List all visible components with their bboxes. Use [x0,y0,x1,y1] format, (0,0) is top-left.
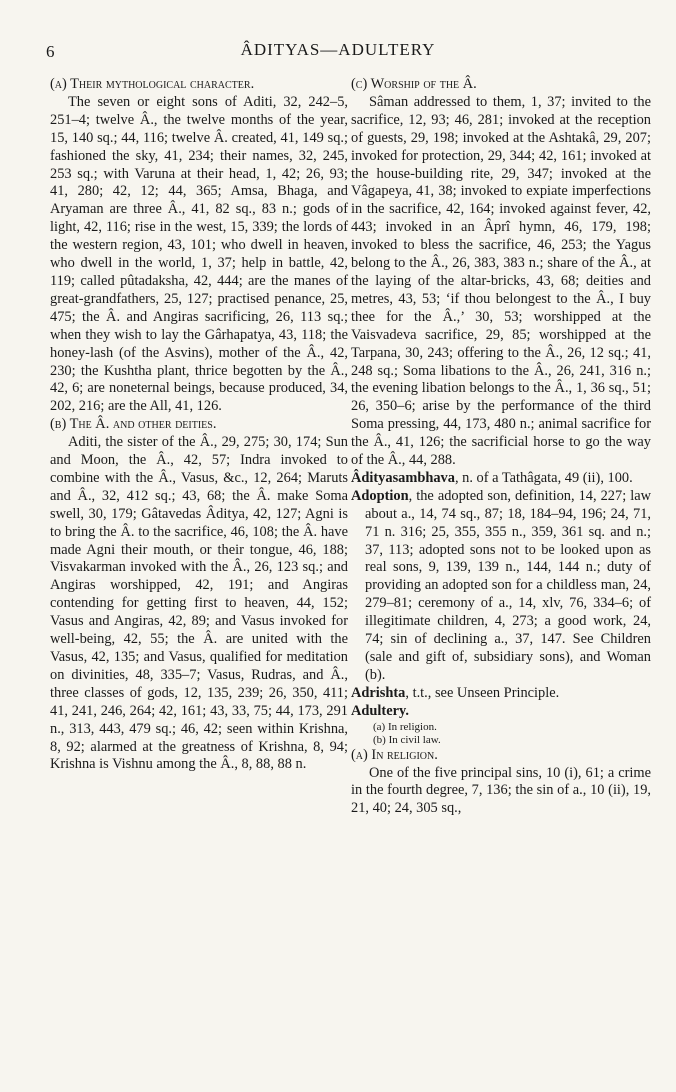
entry-adoption [351,488,651,685]
section-text-mythological: The seven or eight sons of Aditi, 32, 242–5, 251–4; twelve Â., the twelve months of the year, 15, 140 sq.; 44, 116; twelve Â. created, 41, 149 sq.; fashioned the sky, 41, 234; their names, 32, 245, 253 sq.; with Varuna at their head, 1, 42; 26, 93; 41, 280; 42, 12; 44, 365; Amsa, Bhaga, and Aryaman are three Â., 41, 82 sq., 83 n.; gods of light, 42, 116; rise in the west, 15, 339; the lords of the western region, 43, 101; who dwell in heaven, who dwell in the world, 1, 37; help in battle, 42, 119; called pûtadaksha, 42, 444; are the manes of great-grandfathers, 25, 127; practised penance, 25, 475; the Â. and Angiras sacrificing, 26, 113 sq.; when they wish to lay the Gârhapatya, 43, 118; the honey-lash (of the Asvins), mother of the Â., 42, 230; the Kushtha plant, thrice begotten by the Â., 42, 6; are noneternal beings, because produced, 34, 202, 216; are the All, 41, 126. [50,93,348,415]
section-heading-mythological: (a) Their mythological character. [50,76,255,92]
section-heading-religion: (a) In religion. [351,746,438,763]
section-text-deities: Aditi, the sister of the Â., 29, 275; 30, 174; Sun and Moon, the Â., 42, 57; Indra invoked to combine with the Â., Vasus, &c., 12, 264; Maruts and Â., 32, 412 sq.; 43, 68; the Â. make Soma swell, 30, 179; Gâtavedas Âditya, 42, 127; Agni is to bring the Â. to the sacrifice, 46, 108; the Â. have made Agni their mouth, or their tongue, 46, 188; Visvakarman invoked with the Â., 26, 123 sq.; and Angiras worshipped, 42, 191; and Angiras contending for getting first to heaven, 44, 152; Vasus and Angiras, 42, 89; and Vasus invoked for well-being, 42, 55; the Â. are united with the Vasus, 42, 135; and Vasus, qualified for meditation on divinities, 48, 335–7; Vasus, Rudras, and Â., three classes of gods, 12, 135, 239; 26, 350, 411; 41, 241, 246, 264; 42, 161; 43, 33, 75; 44, 173, 291 n., 313, 443, 479 sq.; 46, 42; seen within Krishna, 8, 92; alarmed at the greatness of Krishna, 8, 94; Krishna is Vishnu among the Â., 8, 88, 88 n. [50,434,348,773]
section-text-worship: Sâman addressed to them, 1, 37; invited to the sacrifice, 12, 93; 46, 281; invoked at the reception of guests, 29, 198; invoked at the Ashtakâ, 29, 207; invoked for protection, 29, 344; 42, 161; invoked at the house-building rite, 29, 347; invoked at the Vâgapeya, 41, 38; invoked to expiate imperfections in the sacrifice, 42, 164; invoked against fever, 42, 443; invoked in an Âprî hymn, 46, 179, 198; invoked to bless the sacrifice, 46, 253; the Yagus belong to the Â., 26, 383, 383 n.; share of the Â., at the laying of the altar-bricks, 43, 68; deities and metres, 43, 53; ‘if thou belongest to the Â., I buy thee for the Â.,’ 30, 53; worshipped at the Vaisvadeva sacrifice, 29, 85; worshipped at the Tarpana, 30, 243; offering to the Â., 26, 12 sq.; 41, 248 sq.; Soma libations to the Â., 26, 241, 316 n.; the evening libation belongs to the Â., 1, 36 sq., 51; 26, 350–6; arise by the performance of the third Soma pressing, 44, 173, 480 n.; animal sacrifice for the Â., 41, 126; the sacrificial horse to go the way of the Â., 44, 288. [351,93,651,469]
section-text-religion: One of the five principal sins, 10 (i), 61; a crime in the fourth degree, 7, 136; the sin of a., 10 (ii), 19, 21, 40; 24, 305 sq., [351,764,651,817]
subdivision-civil-law: (b) In civil law. [373,733,441,746]
subdivision-religion: (a) In religion. [373,720,437,733]
entry-headword: Adoption [351,487,409,504]
right-column [351,76,651,818]
entry-headword: Adrishta [351,684,406,701]
entry-text: , t.t., see Unseen Principle. [405,684,560,701]
entry-headword: Adultery. [351,702,409,719]
section-heading-worship: (c) Worship of the Â. [351,76,477,92]
entry-headword: Âdityasambhava [351,469,455,486]
section-heading-deities: (b) The Â. and other deities. [50,416,217,433]
entry-adultery [351,703,651,721]
left-column [50,76,348,774]
running-title: ÂDITYAS—ADULTERY [240,40,436,59]
page-number: 6 [46,42,55,61]
entry-text: , the adopted son, definition, 14, 227; law about a., 14, 74 sq., 87; 18, 184–94, 196; 24, 71, 71 n. 316; 25, 355, 355 n., 359, 361 sq. and n.; 37, 113; adopted sons not to be looked upon as real sons, 9, 139, 139 n., 144, 144 n.; duty of providing an adopted son for a childless man, 24, 279–81; ceremony of a., 14, xlv, 76, 334–6; of illegitimate children, 4, 273; a good work, 24, 74; sin of declining a., 37, 147. See Children (sale and gift of, subsidiary sons), and Woman (b). [365,487,651,683]
entry-text: , n. of a Tathâgata, 49 (ii), 100. [454,469,633,486]
entry-adityasambhava [351,470,651,488]
entry-adrishta [351,685,651,703]
